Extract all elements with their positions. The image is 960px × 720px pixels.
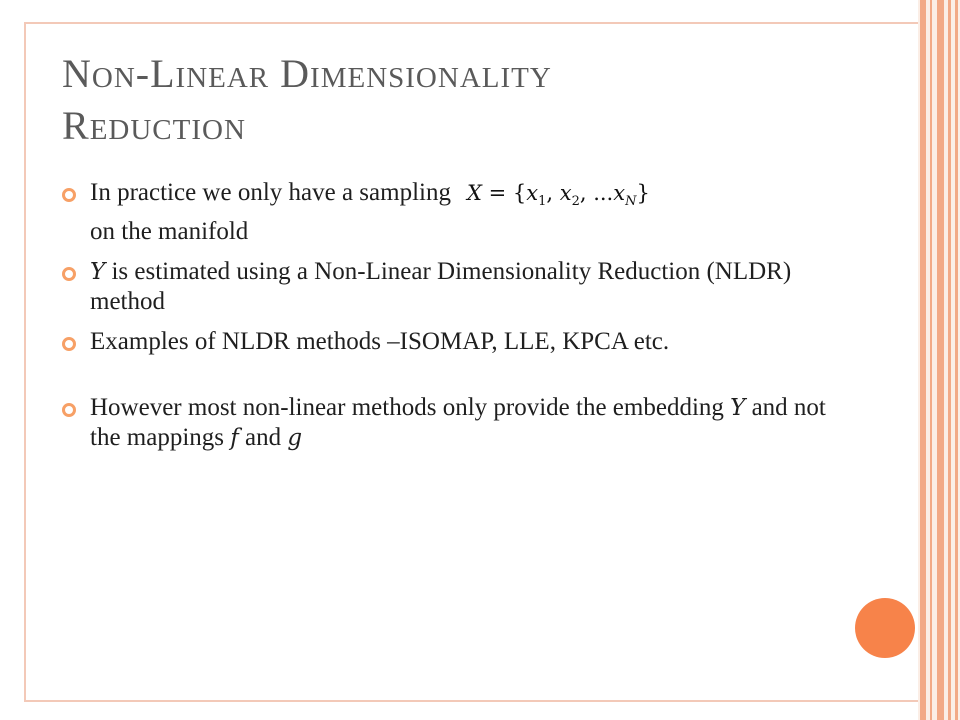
formula-separator: , xyxy=(546,181,560,205)
title-line-1 xyxy=(62,51,552,96)
bullet-ring-icon xyxy=(62,403,76,417)
title-smallcaps: INEAR xyxy=(175,62,270,94)
bullet-text: In practice we only have a sampling xyxy=(90,179,451,206)
bullet-item-sampling xyxy=(62,178,842,247)
math-var-y: Y xyxy=(730,395,746,422)
formula-var: x xyxy=(613,181,626,205)
bullet-text: is estimated using a Non-Linear Dimensionality Reduction (NLDR) method xyxy=(90,258,792,316)
formula-set-symbol: X xyxy=(466,181,482,205)
formula-var: x xyxy=(559,181,572,205)
slide-title xyxy=(62,50,822,154)
math-var-y: Y xyxy=(90,259,106,286)
title-cap: D xyxy=(269,51,311,96)
side-stripe xyxy=(930,0,932,720)
formula-subscript: 2 xyxy=(571,194,580,210)
bullet-list xyxy=(62,178,842,463)
math-var-f: f xyxy=(230,425,239,452)
bullet-item-nldr xyxy=(62,257,842,317)
bullet-item-examples xyxy=(62,327,842,357)
formula-separator: , ... xyxy=(579,181,614,205)
side-stripe xyxy=(948,0,951,720)
title-smallcaps: IMENSIONALITY xyxy=(310,62,552,94)
bullet-ring-icon xyxy=(62,267,76,281)
bullet-item-however xyxy=(62,393,842,453)
bullet-ring-icon xyxy=(62,188,76,202)
bullet-text: Examples of NLDR methods –ISOMAP, LLE, KPCA etc. xyxy=(90,328,670,356)
bullet-text: and not the mappings xyxy=(90,394,826,452)
bullet-text: However most non-linear methods only provide the embedding xyxy=(90,394,731,422)
math-var-g: g xyxy=(287,425,303,452)
decorative-side-stripes xyxy=(918,0,960,720)
title-line-2 xyxy=(62,103,246,148)
formula-equals: = { xyxy=(481,181,527,205)
sample-set-formula xyxy=(467,178,650,217)
title-cap: N xyxy=(62,51,92,96)
title-smallcaps: EDUCTION xyxy=(89,114,246,146)
bullet-text: on the manifold xyxy=(90,218,249,246)
side-stripe xyxy=(955,0,958,720)
side-stripe xyxy=(937,0,944,720)
side-stripe xyxy=(920,0,926,720)
bullet-ring-icon xyxy=(62,337,76,351)
title-smallcaps: ON xyxy=(91,62,136,94)
bullet-text: and xyxy=(238,424,288,452)
accent-circle xyxy=(855,598,915,658)
title-cap: -L xyxy=(135,51,176,96)
formula-close-brace: } xyxy=(636,181,650,205)
formula-var: x xyxy=(526,181,539,205)
formula-subscript: N xyxy=(625,194,637,210)
title-cap: R xyxy=(62,103,90,148)
formula-subscript: 1 xyxy=(538,194,547,210)
